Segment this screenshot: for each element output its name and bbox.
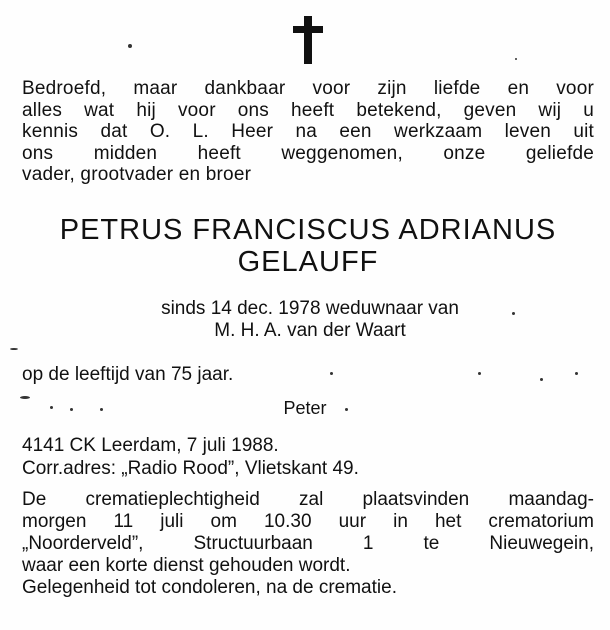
print-speck [50, 406, 53, 409]
ceremony-line: waar een korte dienst gehouden wordt. [22, 555, 351, 576]
print-speck [330, 372, 333, 375]
print-speck [20, 396, 30, 399]
correspondence-address: Corr.adres: „Radio Rood”, Vlietskant 49. [22, 458, 359, 479]
deceased-name-line-2: GELAUFF [237, 246, 379, 278]
intro-line: ons midden heeft weggenomen, onze geliefde [22, 142, 594, 164]
widowhood-line-1: sinds 14 dec. 1978 weduwnaar van [161, 298, 459, 319]
print-speck [10, 348, 18, 350]
intro-line: kennis dat O. L. Heer na een werkzaam leven uit [22, 121, 594, 142]
intro-line: alles wat hij voor ons heeft betekend, geven wij u [22, 99, 594, 121]
print-speck [575, 372, 578, 375]
signer-name: Peter [283, 398, 327, 418]
age-text: op de leeftijd van 75 jaar. [22, 364, 234, 385]
print-speck [540, 378, 543, 381]
intro-line: vader, grootvader en broer [22, 164, 252, 185]
widowhood-note [80, 298, 540, 342]
intro-line: Bedroefd, maar dankbaar voor zijn liefde en voor [22, 78, 594, 99]
ceremony-line: morgen 11 juli om 10.30 uur in het crematorium [22, 511, 594, 532]
deceased-name-line-1: PETRUS FRANCISCUS ADRIANUS [59, 214, 557, 246]
print-speck [512, 312, 515, 315]
place-date-line: 4141 CK Leerdam, 7 juli 1988. [22, 435, 279, 456]
print-speck [478, 372, 481, 375]
print-speck [128, 44, 132, 48]
print-speck [70, 408, 73, 411]
cross-icon [290, 14, 326, 66]
ceremony-paragraph [22, 489, 594, 599]
print-speck [515, 58, 517, 60]
place-and-date [22, 434, 359, 480]
intro-paragraph [22, 78, 594, 186]
print-speck [345, 408, 348, 411]
ceremony-line: Gelegenheid tot condoleren, na de crematie. [22, 577, 397, 598]
widowhood-line-2: M. H. A. van der Waart [214, 320, 406, 341]
deceased-name [22, 214, 594, 278]
ceremony-line: De crematieplechtigheid zal plaatsvinden maandag- [22, 489, 594, 510]
ceremony-line: „Noorderveld”, Structuurbaan 1 te Nieuwegein, [22, 533, 594, 554]
print-speck [100, 408, 103, 411]
